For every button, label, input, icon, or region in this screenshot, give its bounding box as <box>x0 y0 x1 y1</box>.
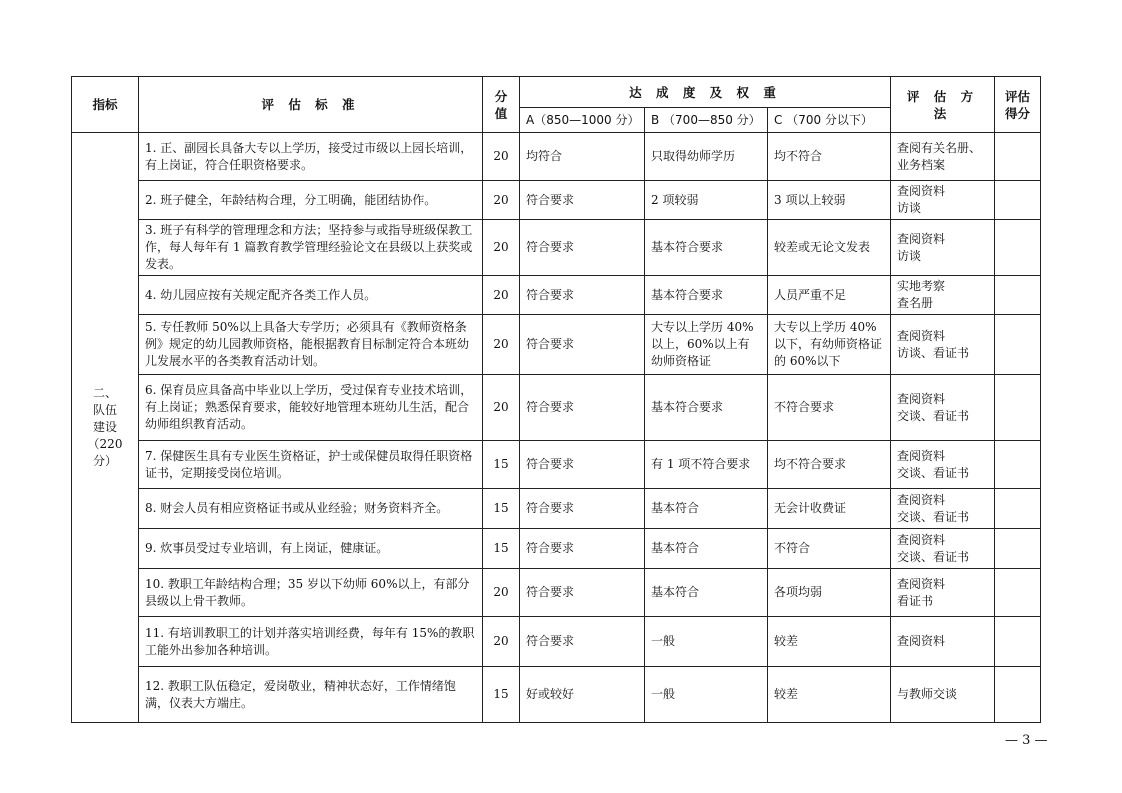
method-line: 查阅资料 <box>897 328 946 343</box>
eval-score-cell <box>995 667 1041 723</box>
grade-b-cell: 基本符合要求 <box>645 276 768 315</box>
score-cell: 15 <box>483 667 520 723</box>
method-line: 查名册 <box>897 296 934 310</box>
table-row <box>72 315 1041 375</box>
grade-a-cell: 均符合 <box>520 133 645 181</box>
table-row <box>72 569 1041 617</box>
grade-b-cell: 一般 <box>645 617 768 667</box>
score-cell: 20 <box>483 181 520 220</box>
score-cell: 15 <box>483 529 520 569</box>
grade-b-cell: 基本符合 <box>645 489 768 529</box>
score-cell: 20 <box>483 375 520 441</box>
grade-b-cell: 2 项较弱 <box>645 181 768 220</box>
method-line: 与教师交谈 <box>897 687 958 701</box>
grade-b-cell: 大专以上学历 40%以上，60%以上有幼师资格证 <box>645 315 768 375</box>
eval-score-cell <box>995 276 1041 315</box>
grade-c-cell: 较差 <box>768 667 891 723</box>
standard-cell: 8. 财会人员有相应资格证书或从业经验；财务资料齐全。 <box>139 489 483 529</box>
grade-c-cell: 较差或无论文发表 <box>768 220 891 276</box>
standard-cell: 9. 炊事员受过专业培训，有上岗证，健康证。 <box>139 529 483 569</box>
table-row <box>72 667 1041 723</box>
grade-a-cell: 符合要求 <box>520 220 645 276</box>
method-cell <box>891 276 995 315</box>
method-line: 看证书 <box>897 593 934 608</box>
grade-c-cell: 不符合 <box>768 529 891 569</box>
eval-score-cell <box>995 133 1041 181</box>
eval-score-cell <box>995 220 1041 276</box>
grade-c-cell: 较差 <box>768 617 891 667</box>
score-cell: 20 <box>483 617 520 667</box>
method-line: 实地考察 <box>897 279 946 293</box>
grade-a-cell: 符合要求 <box>520 276 645 315</box>
grade-c-cell: 大专以上学历 40%以下，有幼师资格证的 60%以下 <box>768 315 891 375</box>
standard-cell: 6. 保育员应具备高中毕业以上学历，受过保育专业技术培训，有上岗证；熟悉保育要求，能较好地管理本班幼儿生活，配合幼师组织教育活动。 <box>139 375 483 441</box>
grade-b-cell: 基本符合 <box>645 569 768 617</box>
table-row <box>72 220 1041 276</box>
header-indicator: 指标 <box>72 77 139 133</box>
score-cell: 20 <box>483 133 520 181</box>
grade-a-cell: 符合要求 <box>520 181 645 220</box>
eval-score-cell <box>995 315 1041 375</box>
standard-cell: 4. 幼儿园应按有关规定配齐各类工作人员。 <box>139 276 483 315</box>
header-grade-b: B （700—850 分） <box>645 108 768 133</box>
table-row <box>72 375 1041 441</box>
grade-a-cell: 符合要求 <box>520 569 645 617</box>
grade-c-cell: 人员严重不足 <box>768 276 891 315</box>
method-cell <box>891 569 995 617</box>
method-line: 查阅有关名册、 <box>897 140 982 155</box>
header-score-value: 分值 <box>483 77 520 133</box>
method-cell <box>891 529 995 569</box>
header-standard: 评 估 标 准 <box>139 77 483 133</box>
eval-score-cell <box>995 441 1041 489</box>
method-line: 查阅资料 <box>897 231 946 246</box>
score-cell: 20 <box>483 569 520 617</box>
method-line: 交谈、看证书 <box>897 465 970 480</box>
table-row <box>72 441 1041 489</box>
grade-a-cell: 符合要求 <box>520 489 645 529</box>
indicator-line: 二、 <box>92 386 117 400</box>
eval-score-cell <box>995 569 1041 617</box>
method-line: 查阅资料 <box>897 634 946 648</box>
method-line: 交谈、看证书 <box>897 509 970 524</box>
method-cell <box>891 133 995 181</box>
header-grade-c: C （700 分以下） <box>768 108 891 133</box>
method-line: 查阅资料 <box>897 184 946 198</box>
grade-c-cell: 各项均弱 <box>768 569 891 617</box>
indicator-cell <box>72 133 139 723</box>
standard-cell: 12. 教职工队伍稳定，爱岗敬业，精神状态好，工作情绪饱满，仪表大方端庄。 <box>139 667 483 723</box>
method-line: 访谈、看证书 <box>897 345 970 360</box>
grade-a-cell: 符合要求 <box>520 617 645 667</box>
eval-score-cell <box>995 617 1041 667</box>
header-grade-a: A（850—1000 分） <box>520 108 645 133</box>
method-cell <box>891 375 995 441</box>
grade-c-cell: 均不符合 <box>768 133 891 181</box>
indicator-line: 建设 <box>92 420 117 434</box>
method-cell <box>891 181 995 220</box>
grade-b-cell: 基本符合要求 <box>645 220 768 276</box>
method-line: 访谈 <box>897 201 922 215</box>
grade-c-cell: 无会计收费证 <box>768 489 891 529</box>
method-cell <box>891 667 995 723</box>
score-cell: 15 <box>483 489 520 529</box>
method-cell <box>891 220 995 276</box>
standard-cell: 7. 保健医生具有专业医生资格证，护士或保健员取得任职资格证书，定期接受岗位培训。 <box>139 441 483 489</box>
method-line: 交谈、看证书 <box>897 549 970 564</box>
grade-a-cell: 符合要求 <box>520 529 645 569</box>
standard-cell: 3. 班子有科学的管理理念和方法；坚持参与或指导班级保教工作，每人每年有 1 篇教育教学管理经验论文在县级以上获奖或发表。 <box>139 220 483 276</box>
table-row <box>72 181 1041 220</box>
score-cell: 15 <box>483 441 520 489</box>
eval-score-cell <box>995 489 1041 529</box>
method-line: 访谈 <box>897 248 922 263</box>
grade-b-cell: 基本符合 <box>645 529 768 569</box>
indicator-line: （220 分） <box>87 437 123 468</box>
method-line: 查阅资料 <box>897 492 946 507</box>
grade-a-cell: 符合要求 <box>520 375 645 441</box>
table-row <box>72 529 1041 569</box>
grade-b-cell: 一般 <box>645 667 768 723</box>
table-row <box>72 617 1041 667</box>
grade-b-cell: 只取得幼师学历 <box>645 133 768 181</box>
grade-c-cell: 均不符合要求 <box>768 441 891 489</box>
method-line: 查阅资料 <box>897 576 946 591</box>
standard-cell: 11. 有培训教职工的计划并落实培训经费，每年有 15%的教职工能外出参加各种培训。 <box>139 617 483 667</box>
standard-cell: 10. 教职工年龄结构合理；35 岁以下幼师 60%以上，有部分县级以上骨干教师。 <box>139 569 483 617</box>
eval-score-cell <box>995 181 1041 220</box>
grade-a-cell: 符合要求 <box>520 315 645 375</box>
score-cell: 20 <box>483 276 520 315</box>
method-line: 查阅资料 <box>897 532 946 547</box>
score-cell: 20 <box>483 220 520 276</box>
method-line: 查阅资料 <box>897 448 946 463</box>
table-row <box>72 489 1041 529</box>
grade-c-cell: 不符合要求 <box>768 375 891 441</box>
header-eval-score: 评估得分 <box>995 77 1041 133</box>
table-row <box>72 276 1041 315</box>
score-cell: 20 <box>483 315 520 375</box>
page-number: — 3 — <box>1005 733 1048 748</box>
grade-c-cell: 3 项以上较弱 <box>768 181 891 220</box>
standard-cell: 2. 班子健全，年龄结构合理，分工明确，能团结协作。 <box>139 181 483 220</box>
header-achievement: 达 成 度 及 权 重 <box>520 77 891 108</box>
grade-a-cell: 符合要求 <box>520 441 645 489</box>
standard-cell: 1. 正、副园长具备大专以上学历，接受过市级以上园长培训，有上岗证，符合任职资格要求。 <box>139 133 483 181</box>
table-row <box>72 133 1041 181</box>
evaluation-table <box>71 76 1041 723</box>
eval-score-cell <box>995 529 1041 569</box>
grade-b-cell: 基本符合要求 <box>645 375 768 441</box>
method-cell <box>891 315 995 375</box>
eval-score-cell <box>995 375 1041 441</box>
header-method: 评 估 方 法 <box>891 77 995 133</box>
method-cell <box>891 441 995 489</box>
grade-a-cell: 好或较好 <box>520 667 645 723</box>
method-cell <box>891 489 995 529</box>
method-line: 查阅资料 <box>897 391 946 406</box>
grade-b-cell: 有 1 项不符合要求 <box>645 441 768 489</box>
indicator-line: 队伍 <box>92 403 117 417</box>
standard-cell: 5. 专任教师 50%以上具备大专学历；必须具有《教师资格条例》规定的幼儿园教师资格，能根据教育目标制定符合本班幼儿发展水平的各类教育活动计划。 <box>139 315 483 375</box>
method-cell <box>891 617 995 667</box>
method-line: 业务档案 <box>897 157 946 172</box>
method-line: 交谈、看证书 <box>897 408 970 423</box>
